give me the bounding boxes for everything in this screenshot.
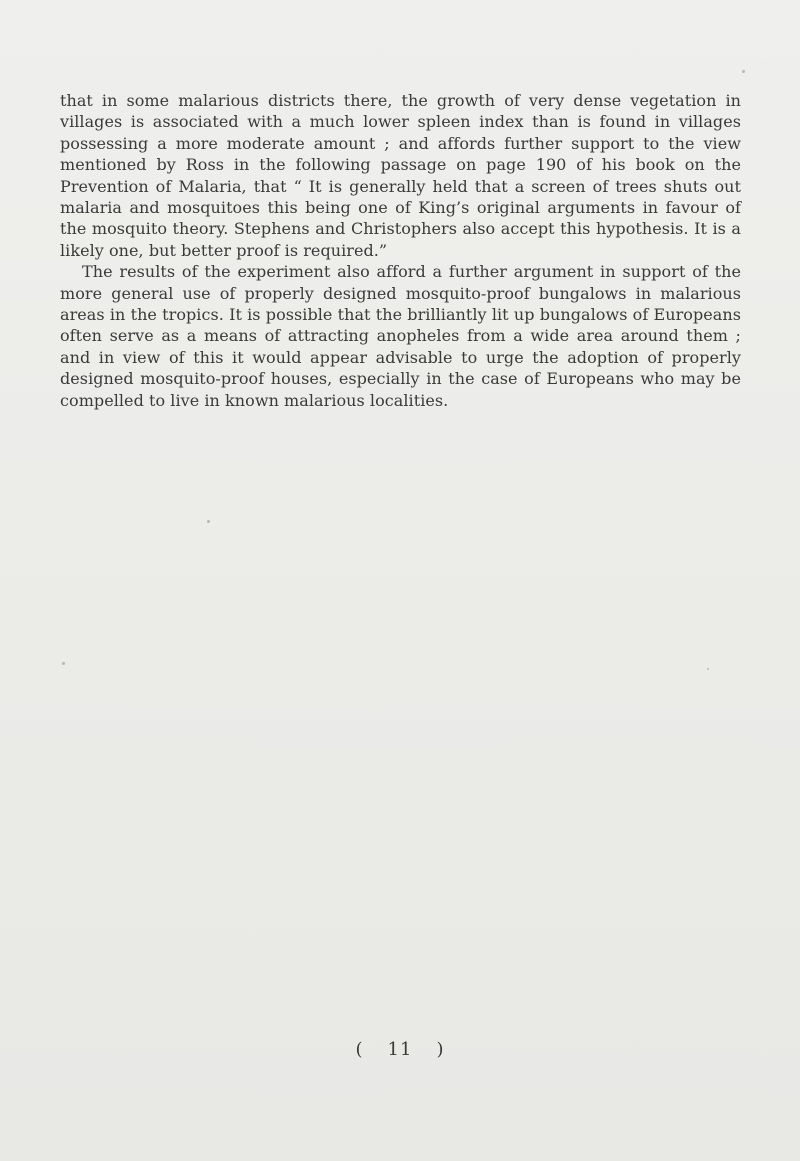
page-number-close-paren: ) xyxy=(436,1039,445,1060)
page-number-open-paren: ( xyxy=(355,1039,364,1060)
paragraph-2: The results of the experiment also afford a further argument in support of the more general use of properly designed mosquito-proof bungalows in malarious areas in the tropics. It is possible that the brilliantly lit up bungalows of Europeans often serve as a means of attracting anopheles from a wide area around them ; and in view of this it would appear advisable to urge the adoption of properly designed mosquito-proof houses, especially in the case of Europeans who may be compelled to live in known malarious localities. xyxy=(60,262,741,410)
body-text xyxy=(60,90,741,411)
page-number-value: 11 xyxy=(387,1039,413,1060)
paper-speck xyxy=(62,662,65,665)
paper-speck xyxy=(707,668,709,670)
paper-speck xyxy=(207,520,210,523)
paper-speck xyxy=(742,70,745,73)
page-number xyxy=(0,1039,800,1060)
paragraph-1: that in some malarious districts there, the growth of very dense vegetation in villages is associated with a much lower spleen index than is found in villages possessing a more moderate amount ; and affords further support to the view mentioned by Ross in the following passage on page 190 of his book on the Prevention of Malaria, that “ It is generally held that a screen of trees shuts out malaria and mosquitoes this being one of King’s original arguments in favour of the mosquito theory. Stephens and Christophers also accept this hypothesis. It is a likely one, but better proof is required.” xyxy=(60,91,741,260)
